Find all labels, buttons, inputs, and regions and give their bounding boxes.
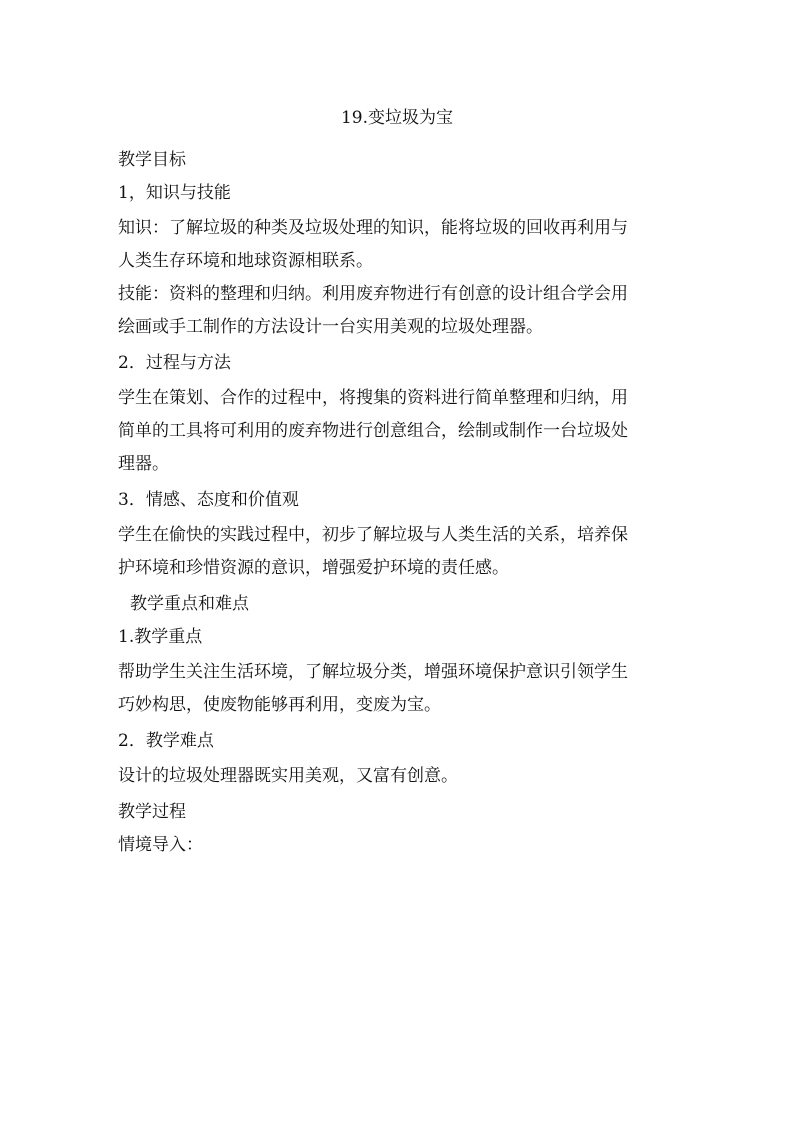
subheading-difficult-point: 2．教学难点	[118, 731, 214, 751]
subheading-knowledge-skills: 1，知识与技能	[118, 183, 231, 203]
document-title: 19.变垃圾为宝	[340, 108, 454, 128]
subheading-scenario-intro: 情境导入：	[118, 835, 203, 855]
subheading-emotion-values: 3．情感、态度和价值观	[118, 490, 299, 510]
paragraph-line: 人类生存环境和地球资源相联系。	[118, 251, 373, 271]
paragraph-line: 绘画或手工制作的方法设计一台实用美观的垃圾处理器。	[118, 317, 543, 337]
paragraph-line: 设计的垃圾处理器既实用美观，又富有创意。	[118, 766, 458, 786]
heading-teaching-goals: 教学目标	[118, 150, 186, 170]
subheading-process-methods: 2．过程与方法	[118, 353, 231, 373]
subheading-key-point: 1.教学重点	[118, 627, 203, 647]
paragraph-line: 知识：了解垃圾的种类及垃圾处理的知识，能将垃圾的回收再利用与	[118, 218, 628, 238]
paragraph-line: 学生在偷快的实践过程中，初步了解垃圾与人类生活的关系，培养保	[118, 525, 628, 545]
paragraph-line: 技能：资料的整理和归纳。利用废弃物进行有创意的设计组合学会用	[118, 284, 628, 304]
paragraph-line: 学生在策划、合作的过程中，将搜集的资料进行简单整理和归纳，用	[118, 388, 628, 408]
document-body	[118, 146, 678, 864]
paragraph-line: 巧妙构思，使废物能够再利用，变废为宝。	[118, 695, 441, 715]
paragraph-line: 护环境和珍惜资源的意识，增强爱护环境的责任感。	[118, 558, 509, 578]
heading-teaching-process: 教学过程	[118, 802, 186, 822]
paragraph-line: 简单的工具将可利用的废弃物进行创意组合，绘制或制作一台垃圾处	[118, 421, 628, 441]
paragraph-line: 帮助学生关注生活环境，了解垃圾分类，增强环境保护意识引领学生	[118, 662, 628, 682]
paragraph-line: 理器。	[118, 454, 169, 474]
heading-key-points: 教学重点和难点	[130, 594, 249, 614]
